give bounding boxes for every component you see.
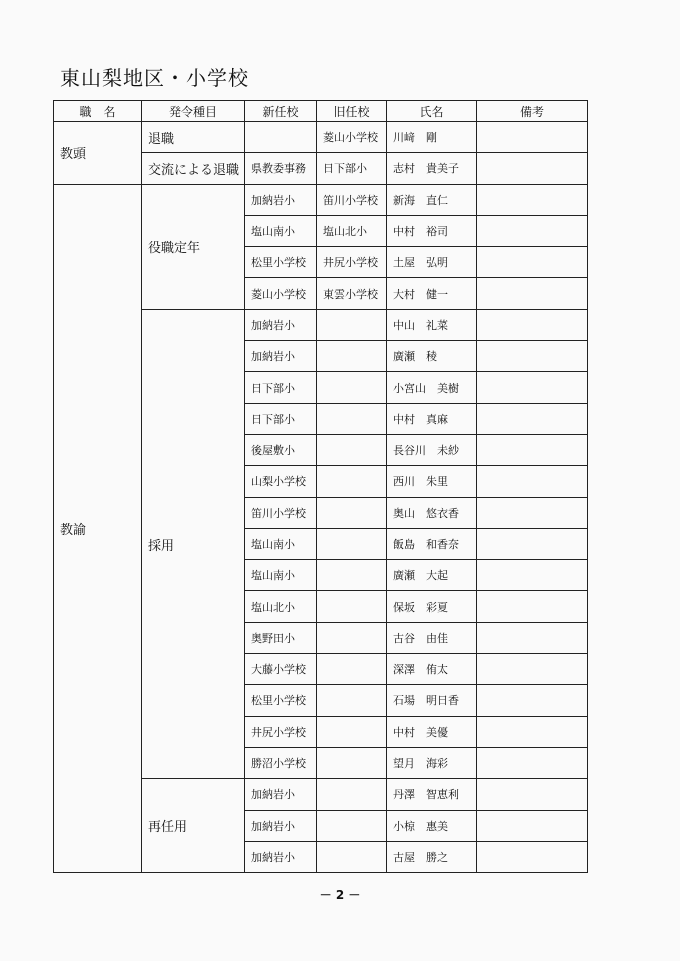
- old-school-cell: [317, 528, 387, 559]
- table-row: [54, 184, 588, 215]
- remarks-cell: [477, 810, 588, 841]
- remarks-cell: [477, 372, 588, 403]
- old-school-cell: 笛川小学校: [317, 184, 387, 215]
- new-school-cell: 加納岩小: [245, 309, 317, 340]
- person-name-cell: 中村 裕司: [387, 215, 477, 246]
- person-name-cell: 丹澤 智恵利: [387, 779, 477, 810]
- header-remarks: 備考: [477, 101, 588, 122]
- old-school-cell: 塩山北小: [317, 215, 387, 246]
- remarks-cell: [477, 528, 588, 559]
- personnel-table: [53, 100, 588, 873]
- person-name-cell: 深澤 侑太: [387, 654, 477, 685]
- person-name-cell: 川﨑 剛: [387, 122, 477, 153]
- person-name-cell: 中村 真麻: [387, 403, 477, 434]
- remarks-cell: [477, 747, 588, 778]
- person-name-cell: 中山 礼菜: [387, 309, 477, 340]
- new-school-cell: [245, 122, 317, 153]
- position-cell: 教諭: [54, 184, 142, 873]
- old-school-cell: [317, 810, 387, 841]
- old-school-cell: [317, 403, 387, 434]
- appointment-type-cell: 再任用: [142, 779, 245, 873]
- person-name-cell: 古屋 勝之: [387, 841, 477, 872]
- new-school-cell: 日下部小: [245, 372, 317, 403]
- remarks-cell: [477, 434, 588, 465]
- person-name-cell: 大村 健一: [387, 278, 477, 309]
- remarks-cell: [477, 403, 588, 434]
- old-school-cell: [317, 372, 387, 403]
- old-school-cell: [317, 497, 387, 528]
- new-school-cell: 大藤小学校: [245, 654, 317, 685]
- person-name-cell: 廣瀬 大起: [387, 560, 477, 591]
- new-school-cell: 笛川小学校: [245, 497, 317, 528]
- remarks-cell: [477, 560, 588, 591]
- new-school-cell: 松里小学校: [245, 685, 317, 716]
- old-school-cell: 日下部小: [317, 153, 387, 184]
- person-name-cell: 新海 直仁: [387, 184, 477, 215]
- new-school-cell: 井尻小学校: [245, 716, 317, 747]
- old-school-cell: [317, 685, 387, 716]
- person-name-cell: 土屋 弘明: [387, 247, 477, 278]
- header-new-school: 新任校: [245, 101, 317, 122]
- new-school-cell: 加納岩小: [245, 841, 317, 872]
- old-school-cell: 東雲小学校: [317, 278, 387, 309]
- person-name-cell: 西川 朱里: [387, 466, 477, 497]
- person-name-cell: 小宮山 美樹: [387, 372, 477, 403]
- remarks-cell: [477, 341, 588, 372]
- appointment-type-cell: 役職定年: [142, 184, 245, 309]
- remarks-cell: [477, 466, 588, 497]
- header-row: [54, 101, 588, 122]
- remarks-cell: [477, 309, 588, 340]
- header-old-school: 旧任校: [317, 101, 387, 122]
- table-body: [54, 122, 588, 873]
- old-school-cell: [317, 779, 387, 810]
- new-school-cell: 塩山南小: [245, 528, 317, 559]
- person-name-cell: 小椋 惠美: [387, 810, 477, 841]
- new-school-cell: 塩山北小: [245, 591, 317, 622]
- person-name-cell: 廣瀬 稜: [387, 341, 477, 372]
- remarks-cell: [477, 591, 588, 622]
- person-name-cell: 志村 貴美子: [387, 153, 477, 184]
- new-school-cell: 山梨小学校: [245, 466, 317, 497]
- new-school-cell: 県教委事務: [245, 153, 317, 184]
- old-school-cell: [317, 434, 387, 465]
- remarks-cell: [477, 497, 588, 528]
- old-school-cell: [317, 466, 387, 497]
- new-school-cell: 松里小学校: [245, 247, 317, 278]
- person-name-cell: 望月 海彩: [387, 747, 477, 778]
- table-row: [54, 122, 588, 153]
- new-school-cell: 加納岩小: [245, 810, 317, 841]
- remarks-cell: [477, 779, 588, 810]
- person-name-cell: 飯島 和香奈: [387, 528, 477, 559]
- remarks-cell: [477, 215, 588, 246]
- old-school-cell: [317, 591, 387, 622]
- remarks-cell: [477, 841, 588, 872]
- remarks-cell: [477, 247, 588, 278]
- person-name-cell: 保坂 彩夏: [387, 591, 477, 622]
- remarks-cell: [477, 716, 588, 747]
- old-school-cell: [317, 341, 387, 372]
- position-cell: 教頭: [54, 122, 142, 185]
- old-school-cell: [317, 654, 387, 685]
- remarks-cell: [477, 153, 588, 184]
- old-school-cell: [317, 309, 387, 340]
- person-name-cell: 長谷川 未紗: [387, 434, 477, 465]
- old-school-cell: [317, 841, 387, 872]
- new-school-cell: 塩山南小: [245, 560, 317, 591]
- person-name-cell: 古谷 由佳: [387, 622, 477, 653]
- old-school-cell: [317, 560, 387, 591]
- remarks-cell: [477, 622, 588, 653]
- person-name-cell: 奥山 悠衣香: [387, 497, 477, 528]
- header-name: 氏名: [387, 101, 477, 122]
- old-school-cell: 井尻小学校: [317, 247, 387, 278]
- old-school-cell: 菱山小学校: [317, 122, 387, 153]
- remarks-cell: [477, 278, 588, 309]
- page-title: 東山梨地区・小学校: [60, 66, 249, 90]
- remarks-cell: [477, 685, 588, 716]
- new-school-cell: 加納岩小: [245, 779, 317, 810]
- new-school-cell: 日下部小: [245, 403, 317, 434]
- remarks-cell: [477, 122, 588, 153]
- old-school-cell: [317, 747, 387, 778]
- new-school-cell: 奥野田小: [245, 622, 317, 653]
- person-name-cell: 石場 明日香: [387, 685, 477, 716]
- remarks-cell: [477, 184, 588, 215]
- remarks-cell: [477, 654, 588, 685]
- header-position: 職 名: [54, 101, 142, 122]
- person-name-cell: 中村 美優: [387, 716, 477, 747]
- new-school-cell: 菱山小学校: [245, 278, 317, 309]
- old-school-cell: [317, 622, 387, 653]
- new-school-cell: 加納岩小: [245, 341, 317, 372]
- new-school-cell: 加納岩小: [245, 184, 317, 215]
- header-appointment-type: 発令種目: [142, 101, 245, 122]
- appointment-type-cell: 交流による退職: [142, 153, 245, 184]
- appointment-type-cell: 採用: [142, 309, 245, 778]
- new-school-cell: 塩山南小: [245, 215, 317, 246]
- old-school-cell: [317, 716, 387, 747]
- new-school-cell: 勝沼小学校: [245, 747, 317, 778]
- new-school-cell: 後屋敷小: [245, 434, 317, 465]
- appointment-type-cell: 退職: [142, 122, 245, 153]
- page-number: － 2 －: [319, 888, 361, 902]
